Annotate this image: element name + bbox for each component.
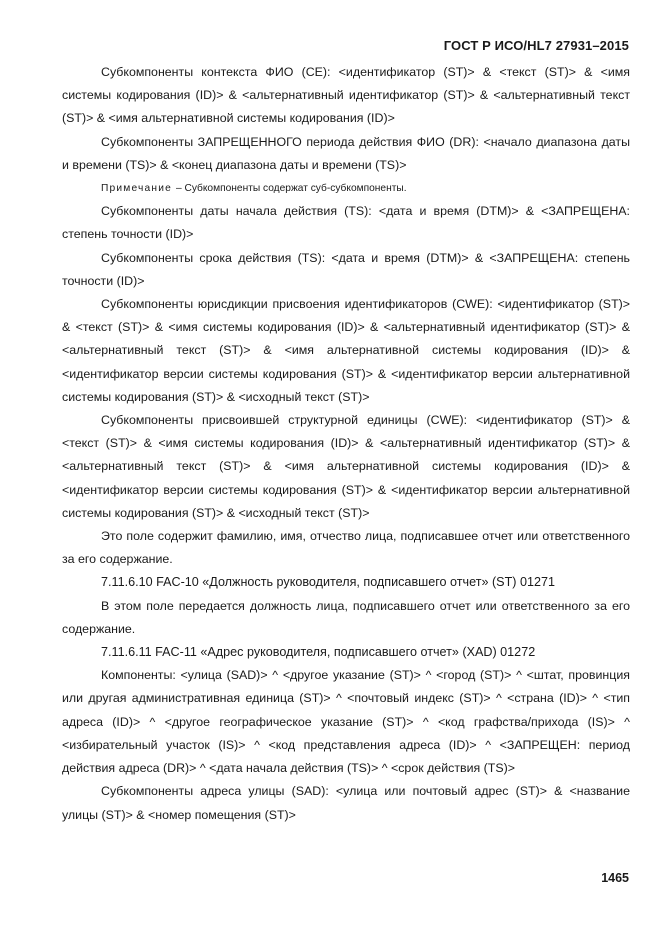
paragraph-fac-10-description: В этом поле передается должность лица, подписавшего отчет или ответственного за его содержание. <box>62 598 630 636</box>
paragraph-address-components: Компоненты: <улица (SAD)> ^ <другое указание (ST)> ^ <город (ST)> ^ <штат, провинция или другая административная единица (ST)> ^ <почтовый индекс (ST)> ^ <страна (ID)> ^ <тип адреса (ID)> ^ <другое географическое указание (ST)> ^ <код графства/прихода (IS)> ^ <избирательный участок (IS)> ^ <код представления адреса (ID)> ^ <ЗАПРЕЩЕН: период действия адреса (DR)> ^ <дата начала действия (TS)> ^ <срок действия (TS)> <box>62 668 630 776</box>
paragraph-street-subcomponents: Субкомпоненты адреса улицы (SAD): <улица или почтовый адрес (ST)> & <название улицы (ST)> & <номер помещения (ST)> <box>62 784 630 822</box>
note-label: Примечание <box>101 183 172 195</box>
paragraph-expiry-subcomponents: Субкомпоненты срока действия (TS): <дата и время (DTM)> & <ЗАПРЕЩЕНА: степень точности (ID)> <box>62 250 630 288</box>
paragraph-ce-subcomponents: Субкомпоненты контекста ФИО (CE): <идентификатор (ST)> & <текст (ST)> & <имя системы кодирования (ID)> & <альтернативный идентификатор (ST)> & <альтернативный текст (ST)> & <имя альтернативной системы кодирования (ID)> <box>62 65 630 126</box>
paragraph-dr-subcomponents: Субкомпоненты ЗАПРЕЩЕННОГО периода действия ФИО (DR): <начало диапазона даты и времени (TS)> & <конец диапазона даты и времени (TS)> <box>62 134 630 172</box>
page-number: 1465 <box>601 871 629 885</box>
paragraph-field-description: Это поле содержит фамилию, имя, отчество лица, подписавшее отчет или ответственного за его содержание. <box>62 529 630 567</box>
paragraph-assigning-unit-subcomponents: Субкомпоненты присвоившей структурной единицы (CWE): <идентификатор (ST)> & <текст (ST)> & <имя системы кодирования (ID)> & <альтернативный идентификатор (ST)> & <альтернативный текст (ST)> & <имя альтернативной системы кодирования (ID)> & <идентификатор версии системы кодирования (ST)> & <идентификатор версии альтернативной системы кодирования (ST)> & <исходный текст (ST)> <box>62 413 630 520</box>
note <box>62 177 630 200</box>
document-header: ГОСТ Р ИСО/HL7 27931–2015 <box>443 38 629 53</box>
paragraph-jurisdiction-subcomponents: Субкомпоненты юрисдикции присвоения идентификаторов (CWE): <идентификатор (ST)> & <текст (ST)> & <имя системы кодирования (ID)> & <альтернативный идентификатор (ST)> & <альтернативный текст (ST)> & <имя альтернативной системы кодирования (ID)> & <идентификатор версии системы кодирования (ST)> & <идентификатор версии альтернативной системы кодирования (ST)> & <исходный текст (ST)> <box>62 297 630 404</box>
page-body <box>62 61 630 827</box>
section-heading-fac-11: 7.11.6.11 FAC-11 «Адрес руководителя, подписавшего отчет» (XAD) 01272 <box>101 645 536 660</box>
paragraph-start-date-subcomponents: Субкомпоненты даты начала действия (TS): <дата и время (DTM)> & <ЗАПРЕЩЕНА: степень точности (ID)> <box>62 204 630 242</box>
section-heading-fac-10: 7.11.6.10 FAC-10 «Должность руководителя, подписавшего отчет» (ST) 01271 <box>101 575 555 590</box>
note-text: – Субкомпоненты содержат суб-субкомпоненты. <box>175 183 407 195</box>
